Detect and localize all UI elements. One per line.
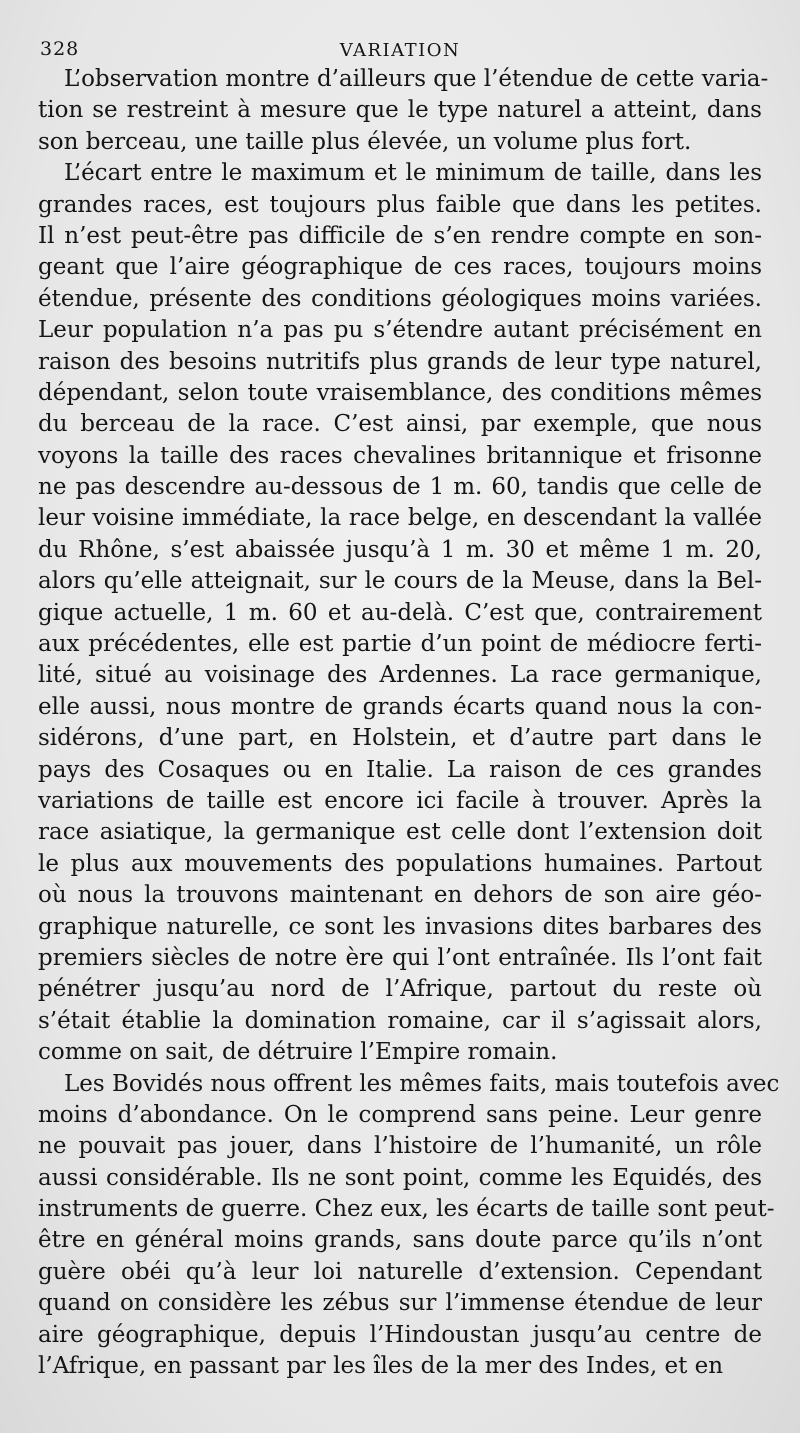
text-line: pénétrer jusqu’au nord de l’Afrique, partout du reste où xyxy=(38,976,762,1003)
text-line: graphique naturelle, ce sont les invasions dites barbares des xyxy=(38,913,762,940)
paragraph xyxy=(38,64,769,158)
text-line: alors qu’elle atteignait, sur le cours de la Meuse, dans la Bel- xyxy=(38,568,762,595)
text-line: quand on considère les zébus sur l’immense étendue de leur xyxy=(38,1290,762,1317)
text-line: sidérons, d’une part, en Holstein, et d’autre part dans le xyxy=(38,725,762,752)
text-line: aussi considérable. Ils ne sont point, comme les Equidés, des xyxy=(38,1164,762,1191)
text-line: ne pouvait pas jouer, dans l’histoire de l’humanité, un rôle xyxy=(38,1133,762,1160)
text-line: Les Bovidés nous offrent les mêmes faits, mais toutefois avec xyxy=(64,1070,780,1097)
running-title: VARIATION xyxy=(339,40,461,61)
text-line: l’Afrique, en passant par les îles de la mer des Indes, et en xyxy=(38,1353,724,1380)
text-line: Leur population n’a pas pu s’étendre autant précisément en xyxy=(38,317,762,344)
text-line: être en général moins grands, sans doute parce qu’ils n’ont xyxy=(38,1227,762,1254)
text-line: tion se restreint à mesure que le type naturel a atteint, dans xyxy=(38,97,762,124)
text-line: s’était établie la domination romaine, car il s’agissait alors, xyxy=(38,1007,762,1034)
text-line: L’écart entre le maximum et le minimum de taille, dans les xyxy=(64,160,762,187)
text-line: du Rhône, s’est abaissée jusqu’à 1 m. 30 et même 1 m. 20, xyxy=(38,536,762,563)
text-line: pays des Cosaques ou en Italie. La raison de ces grandes xyxy=(38,756,762,783)
paragraph xyxy=(38,158,762,1068)
text-line: gique actuelle, 1 m. 60 et au-delà. C’est que, contrairement xyxy=(38,599,762,626)
text-line: geant que l’aire géographique de ces races, toujours moins xyxy=(38,254,762,281)
text-line: Il n’est peut-être pas difficile de s’en rendre compte en son- xyxy=(38,222,762,249)
text-line: variations de taille est encore ici facile à trouver. Après la xyxy=(38,787,762,814)
text-line: raison des besoins nutritifs plus grands de leur type naturel, xyxy=(38,348,762,375)
text-line: moins d’abondance. On le comprend sans peine. Leur genre xyxy=(38,1101,762,1128)
paragraph xyxy=(38,1069,780,1383)
text-line: le plus aux mouvements des populations humaines. Partout xyxy=(38,850,762,877)
text-line: elle aussi, nous montre de grands écarts quand nous la con- xyxy=(38,693,762,720)
text-line: L’observation montre d’ailleurs que l’étendue de cette varia- xyxy=(64,66,769,92)
text-line: voyons la taille des races chevalines britannique et frisonne xyxy=(38,442,762,469)
text-line: son berceau, une taille plus élevée, un volume plus fort. xyxy=(38,128,692,155)
page-number: 328 xyxy=(40,38,80,60)
text-line: ne pas descendre au-dessous de 1 m. 60, tandis que celle de xyxy=(38,474,762,501)
text-line: où nous la trouvons maintenant en dehors de son aire géo- xyxy=(38,882,762,909)
text-line: lité, situé au voisinage des Ardennes. La race germanique, xyxy=(38,662,762,689)
body-text xyxy=(38,64,780,1382)
text-line: étendue, présente des conditions géologiques moins variées. xyxy=(38,285,762,312)
text-line: comme on sait, de détruire l’Empire romain. xyxy=(38,1039,558,1066)
text-line: aux précédentes, elle est partie d’un point de médiocre ferti- xyxy=(38,631,762,658)
text-line: grandes races, est toujours plus faible que dans les petites. xyxy=(38,191,762,218)
text-line: aire géographique, depuis l’Hindoustan jusqu’au centre de xyxy=(38,1321,762,1348)
running-head xyxy=(38,34,762,64)
text-line: du berceau de la race. C’est ainsi, par exemple, que nous xyxy=(38,411,762,438)
text-line: instruments de guerre. Chez eux, les écarts de taille sont peut- xyxy=(38,1196,775,1223)
text-line: dépendant, selon toute vraisemblance, des conditions mêmes xyxy=(38,379,762,406)
text-line: premiers siècles de notre ère qui l’ont entraînée. Ils l’ont fait xyxy=(38,944,762,971)
text-line: guère obéi qu’à leur loi naturelle d’extension. Cependant xyxy=(38,1258,762,1285)
text-line: leur voisine immédiate, la race belge, en descendant la vallée xyxy=(38,505,762,532)
text-line: race asiatique, la germanique est celle dont l’extension doit xyxy=(38,819,762,846)
